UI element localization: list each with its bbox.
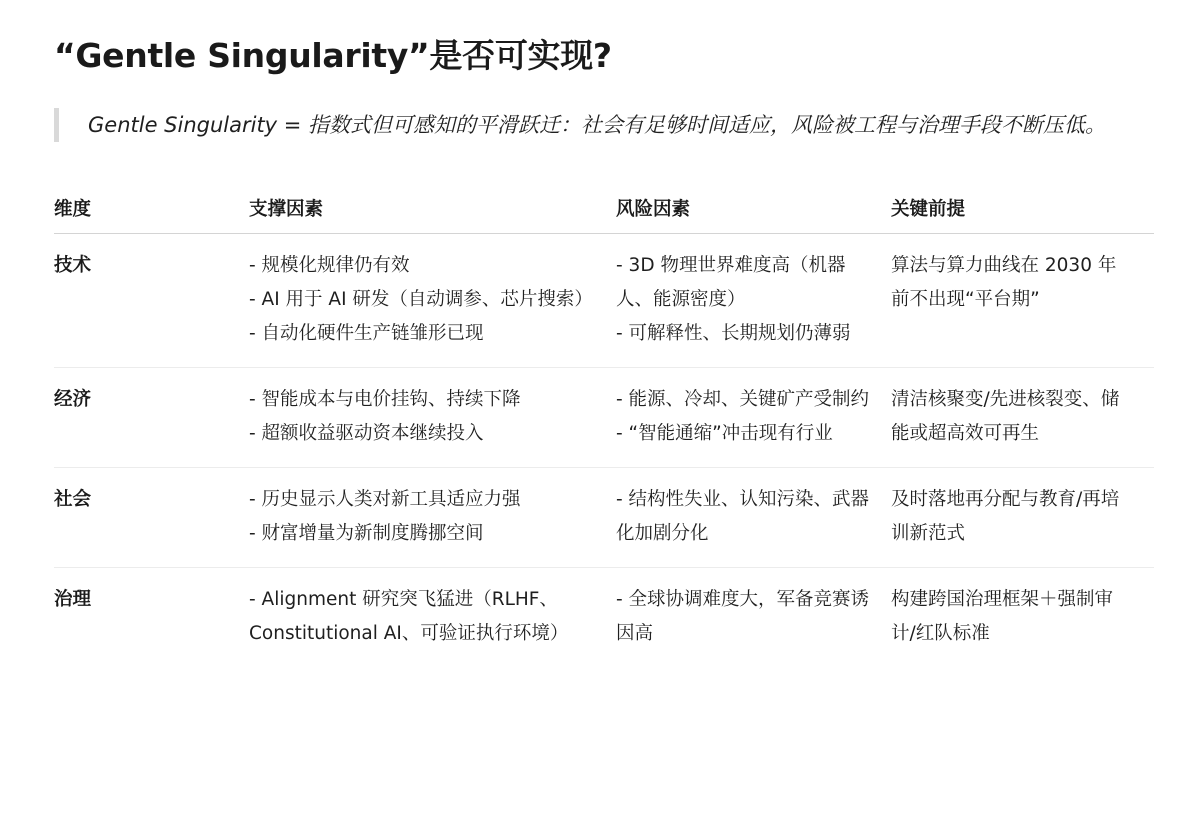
header-premise: 关键前提 [891,193,1154,234]
risk-cell [616,234,891,368]
support-item: - 规模化规律仍有效 [249,255,410,276]
definition-blockquote [54,108,1144,142]
risk-item: - 可解释性、长期规划仍薄弱 [616,323,851,344]
risk-cell [616,468,891,568]
definition-text: Gentle Singularity = 指数式但可感知的平滑跃迁：社会有足够时间适应，风险被工程与治理手段不断压低。 [88,113,1107,137]
support-item: - 智能成本与电价挂钩、持续下降 [249,389,521,410]
risk-item: - 全球协调难度大，军备竞赛诱因高 [616,589,870,644]
support-cell [249,368,616,468]
premise-cell: 清洁核聚变/先进核裂变、储能或超高效可再生 [891,368,1154,468]
table-row [54,234,1154,368]
support-item: - AI 用于 AI 研发（自动调参、芯片搜索） [249,289,593,310]
dimension-cell: 经济 [54,368,249,468]
premise-cell: 构建跨国治理框架＋强制审计/红队标准 [891,589,1114,644]
risk-item: - 能源、冷却、关键矿产受制约 [616,389,870,410]
support-cell [249,468,616,568]
page-title: “Gentle Singularity”是否可实现? [54,36,612,75]
dimension-cell: 社会 [54,468,249,568]
support-item: - 历史显示人类对新工具适应力强 [249,489,521,510]
premise-cell: 算法与算力曲线在 2030 年前不出现“平台期” [891,234,1154,368]
risk-item: - “智能通缩”冲击现有行业 [616,423,833,444]
header-dimension: 维度 [54,193,249,234]
risk-item: - 结构性失业、认知污染、武器化加剧分化 [616,489,870,544]
table-row [54,568,1154,668]
dimension-cell: 治理 [54,589,92,610]
dimension-cell: 技术 [54,234,249,368]
support-item: - 超额收益驱动资本继续投入 [249,423,484,444]
header-risks: 风险因素 [616,193,891,234]
support-cell [249,234,616,368]
comparison-table [54,193,1154,667]
risk-cell [616,368,891,468]
table-header-row [54,193,1154,234]
premise-cell: 及时落地再分配与教育/再培训新范式 [891,468,1154,568]
support-cell [249,568,616,668]
table-row [54,468,1154,568]
support-item: - Alignment 研究突飞猛进（RLHF、Constitutional AI、可验证执行环境） [249,589,569,644]
support-item: - 自动化硬件生产链雏形已现 [249,323,484,344]
risk-cell [616,568,891,668]
header-support: 支撑因素 [249,193,616,234]
risk-item: - 3D 物理世界难度高（机器人、能源密度） [616,255,846,310]
support-item: - 财富增量为新制度腾挪空间 [249,523,484,544]
table-row [54,368,1154,468]
